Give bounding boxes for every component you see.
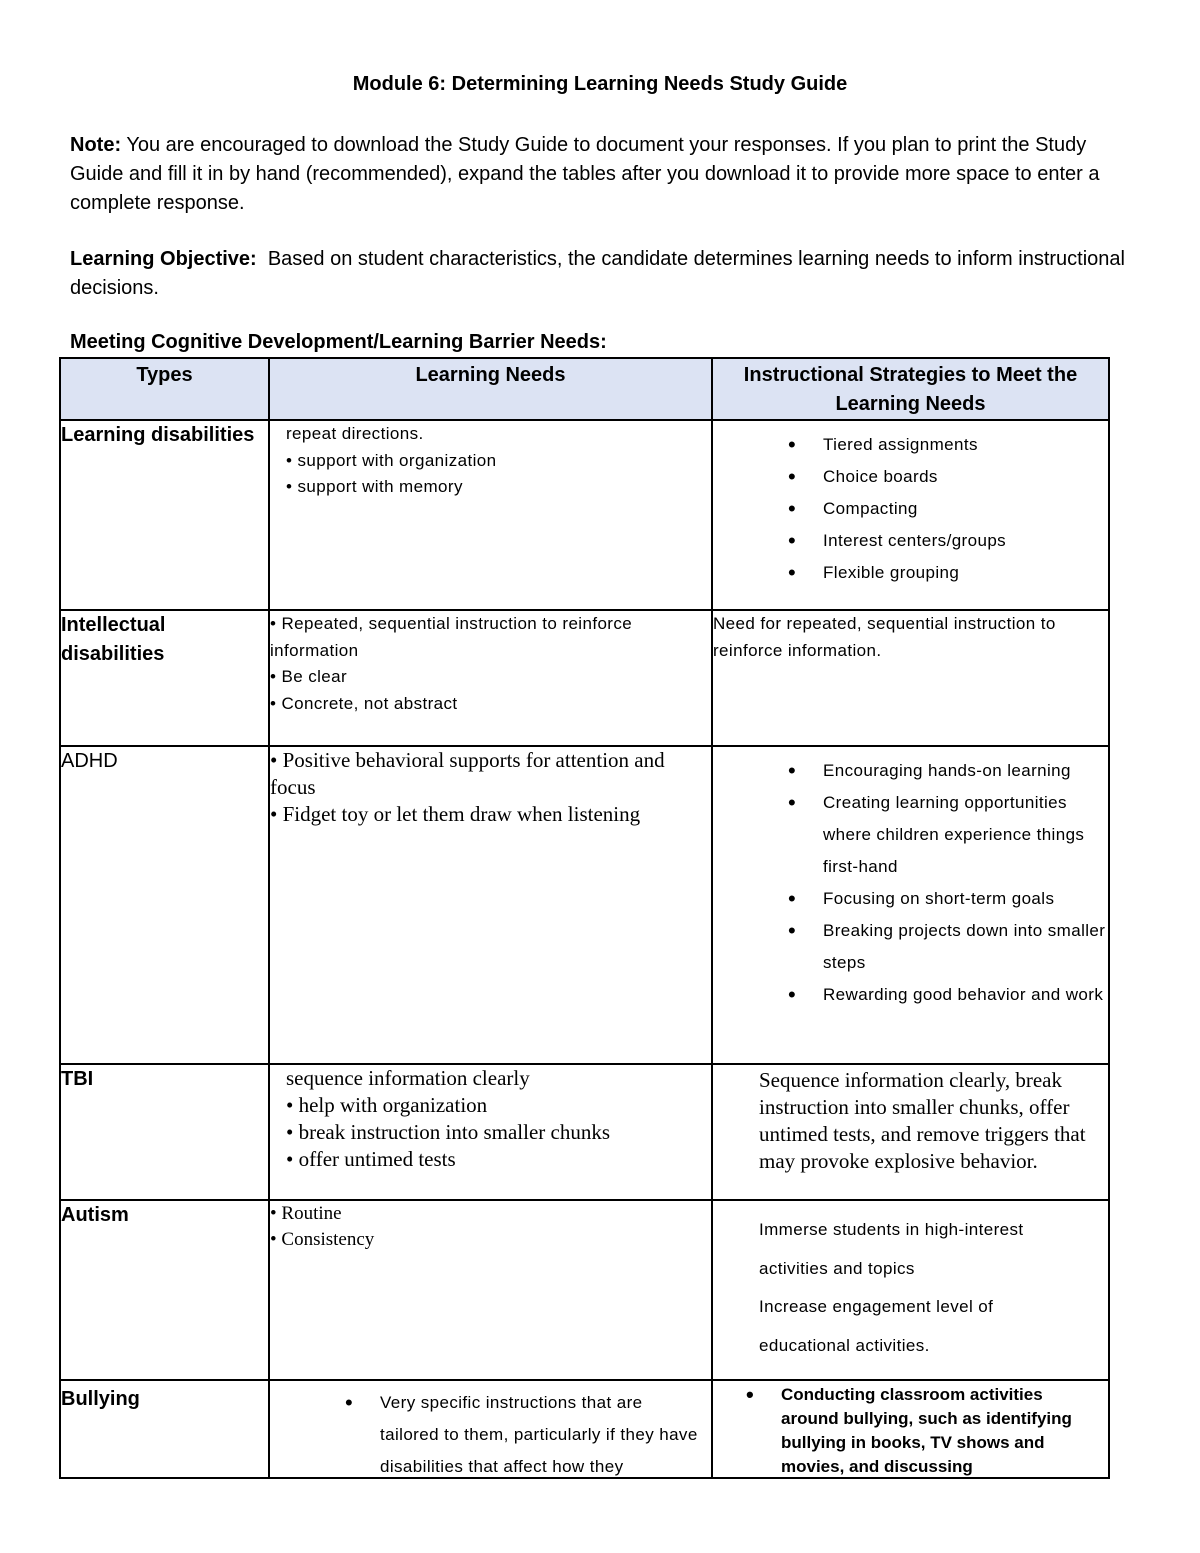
row-strategies [712, 420, 1109, 610]
strategy-text: Sequence information clearly, break instruction into smaller chunks, offer untimed tests, and remove triggers that may provoke explosive behavior. [759, 1068, 1086, 1173]
row-strategies [712, 610, 1109, 746]
header-learning-needs: Learning Needs [269, 358, 712, 420]
strategy-item: • Compacting [713, 493, 1108, 525]
table-row [60, 1200, 1109, 1380]
row-needs [269, 1064, 712, 1200]
strategy-text: Need for repeated, sequential instruction to reinforce information. [713, 614, 1056, 660]
header-types: Types [60, 358, 269, 420]
need-item: • Concrete, not abstract [270, 693, 458, 713]
need-item: • support with organization [286, 450, 497, 470]
need-item: sequence information clearly [286, 1066, 530, 1090]
need-item: • break instruction into smaller chunks [286, 1120, 611, 1144]
need-item: • Repeated, sequential instruction to reinforce information [270, 614, 633, 660]
need-item: • support with memory [286, 477, 463, 496]
row-strategies [712, 746, 1109, 1064]
learning-objective [70, 245, 1130, 303]
row-type: Learning disabilities [60, 420, 269, 610]
strategy-list [713, 429, 1108, 589]
strategy-item: • Focusing on short-term goals [713, 883, 1108, 915]
need-item: • Routine [270, 1203, 342, 1224]
need-item: • Be clear [270, 667, 348, 686]
row-type: ADHD [60, 746, 269, 1064]
learning-needs-table [59, 357, 1110, 1479]
row-needs [269, 420, 712, 610]
table-row [60, 746, 1109, 1064]
page-title: Module 6: Determining Learning Needs Study Guide [352, 73, 848, 95]
note-paragraph [70, 131, 1130, 218]
strategy-list [713, 755, 1108, 1011]
row-type: Bullying [60, 1380, 269, 1478]
strategy-text: Immerse students in high-interest activities and topics [759, 1220, 1024, 1278]
table-row [60, 1380, 1109, 1478]
table-row [60, 420, 1109, 610]
objective-text: Based on student characteristics, the candidate determines learning needs to inform instructional decisions. [70, 248, 1125, 299]
note-label: Note: [70, 134, 122, 156]
need-item: • Consistency [270, 1229, 375, 1250]
table-row [60, 1064, 1109, 1200]
objective-label: Learning Objective: [70, 248, 257, 270]
row-strategies [712, 1380, 1109, 1478]
table-row [60, 610, 1109, 746]
need-item: • Positive behavioral supports for attention and focus [270, 748, 665, 799]
header-strategies: Instructional Strategies to Meet the Learning Needs [712, 358, 1109, 420]
row-type: Autism [60, 1200, 269, 1380]
row-needs [269, 746, 712, 1064]
strategy-item: • Creating learning opportunities where children experience things first-hand [713, 787, 1108, 883]
strategy-item: • Tiered assignments [713, 429, 1108, 461]
section-heading: Meeting Cognitive Development/Learning Barrier Needs: [70, 331, 607, 353]
strategy-item: • Rewarding good behavior and work [713, 979, 1108, 1011]
strategy-item: • Interest centers/groups [713, 525, 1108, 557]
need-item: • offer untimed tests [286, 1147, 456, 1171]
need-item: repeat directions. [286, 424, 424, 443]
strategy-list [713, 1383, 1108, 1476]
needs-list [270, 1387, 711, 1477]
row-type: TBI [60, 1064, 269, 1200]
strategy-text: Increase engagement level of educational activities. [759, 1297, 994, 1355]
strategy-item: • Encouraging hands-on learning [713, 755, 1108, 787]
need-item: • Fidget toy or let them draw when listening [270, 802, 641, 826]
need-item: • Very specific instructions that are tailored to them, particularly if they have disabilities that affect how they [270, 1387, 711, 1477]
row-strategies [712, 1064, 1109, 1200]
strategy-item: • Choice boards [713, 461, 1108, 493]
strategy-item: • Breaking projects down into smaller steps [713, 915, 1108, 979]
note-text: You are encouraged to download the Study Guide to document your responses. If you plan to print the Study Guide and fill it in by hand (recommended), expand the tables after you download it to provide more space to enter a complete response. [70, 134, 1100, 214]
row-strategies [712, 1200, 1109, 1380]
strategy-item: • Conducting classroom activities around bullying, such as identifying bullying in books, TV shows and movies, and discussing [713, 1383, 1108, 1476]
row-type: Intellectual disabilities [60, 610, 269, 746]
row-needs [269, 1200, 712, 1380]
strategy-item: • Flexible grouping [713, 557, 1108, 589]
row-needs [269, 1380, 712, 1478]
row-needs [269, 610, 712, 746]
table-header-row [60, 358, 1109, 420]
need-item: • help with organization [286, 1093, 488, 1117]
